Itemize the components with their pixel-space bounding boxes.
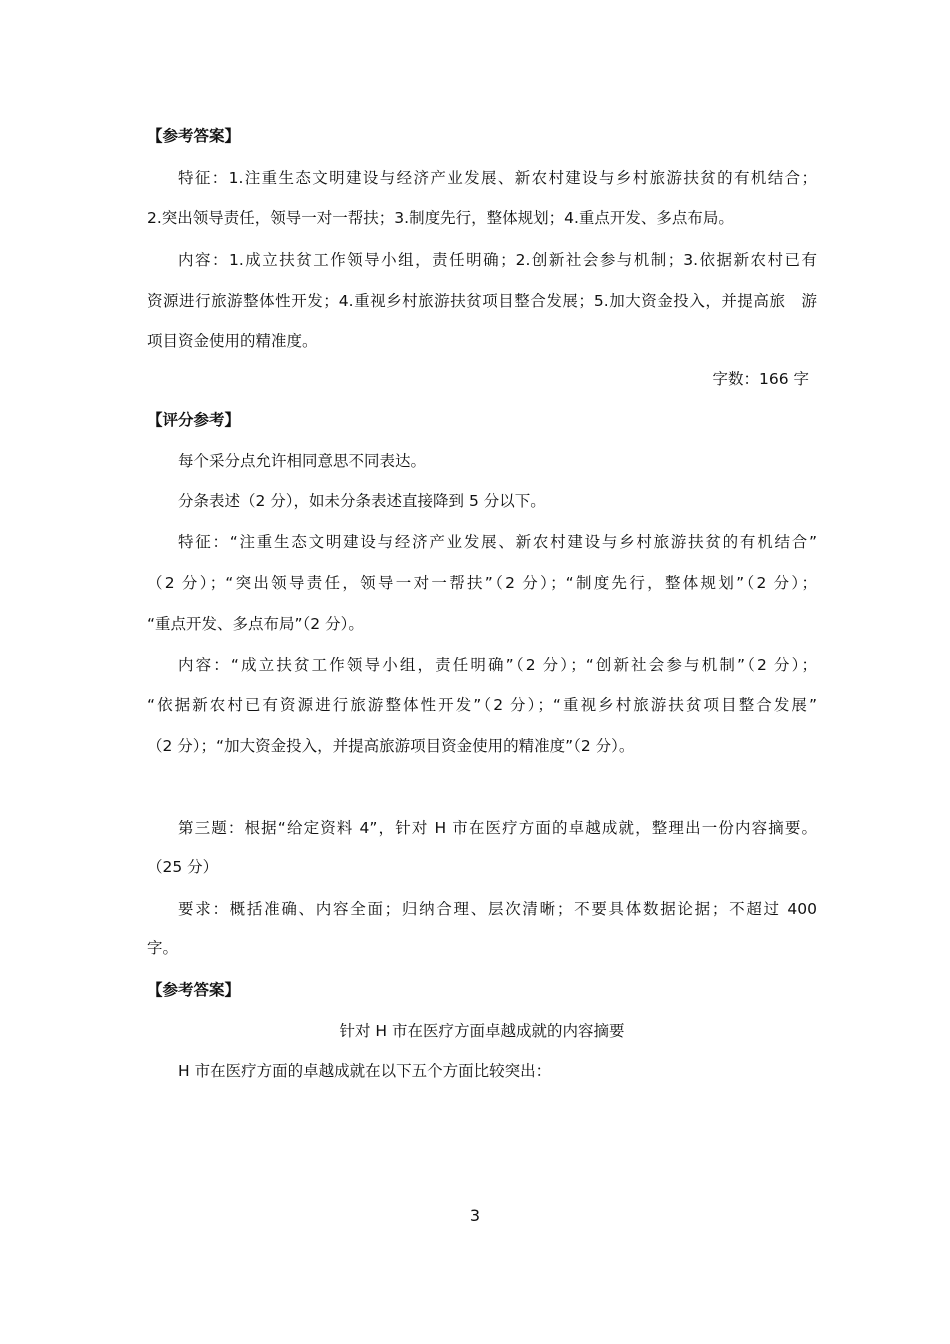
content-line: 资源进行旅游整体性开发；4.重视乡村旅游扶贫项目整合发展；5.加大资金投入，并提高旅 游: [147, 292, 817, 310]
features-line: 特征：1.注重生态文明建设与经济产业发展、新农村建设与乡村旅游扶贫的有机结合；: [178, 169, 817, 187]
scoring-line: “重点开发、多点布局”（2 分）。: [147, 615, 364, 633]
answer-heading: 【参考答案】: [147, 981, 241, 999]
scoring-line: （2 分）；“加大资金投入，并提高旅游项目资金使用的精准度”（2 分）。: [147, 737, 635, 755]
page-number: 3: [469, 1206, 481, 1225]
requirement-line: 要求：概括准确、内容全面；归纳合理、层次清晰；不要具体数据论据；不超过 400: [178, 900, 817, 918]
question-line: （25 分）: [147, 858, 219, 876]
answer-heading: 【参考答案】: [147, 127, 241, 145]
scoring-line: 每个采分点允许相同意思不同表达。: [178, 452, 427, 470]
content-line: 项目资金使用的精准度。: [147, 332, 318, 350]
scoring-line: （2 分）；“突出领导责任，领导一对一帮扶”（2 分）；“制度先行，整体规划”（2 分）；: [147, 574, 817, 592]
scoring-line: 分条表述（2 分），如未分条表述直接降到 5 分以下。: [178, 492, 546, 510]
scoring-line: 内容：“成立扶贫工作领导小组，责任明确”（2 分）；“创新社会参与机制”（2 分）；: [178, 656, 817, 674]
requirement-line: 字。: [147, 939, 179, 957]
features-line: 2.突出领导责任，领导一对一帮扶；3.制度先行，整体规划；4.重点开发、多点布局。: [147, 209, 734, 227]
question-line: 第三题：根据“给定资料 4”，针对 H 市在医疗方面的卓越成就，整理出一份内容摘要。: [178, 819, 817, 837]
content-line: 内容：1.成立扶贫工作领导小组，责任明确；2.创新社会参与机制；3.依据新农村已有: [178, 251, 817, 269]
word-count: 字数：166 字: [712, 370, 809, 388]
scoring-line: “依据新农村已有资源进行旅游整体性开发”（2 分）；“重视乡村旅游扶贫项目整合发展”: [147, 696, 817, 714]
scoring-line: 特征：“注重生态文明建设与经济产业发展、新农村建设与乡村旅游扶贫的有机结合”: [178, 533, 817, 551]
summary-title: 针对 H 市在医疗方面卓越成就的内容摘要: [339, 1022, 625, 1040]
scoring-heading: 【评分参考】: [147, 411, 241, 429]
summary-intro: H 市在医疗方面的卓越成就在以下五个方面比较突出：: [178, 1062, 552, 1080]
